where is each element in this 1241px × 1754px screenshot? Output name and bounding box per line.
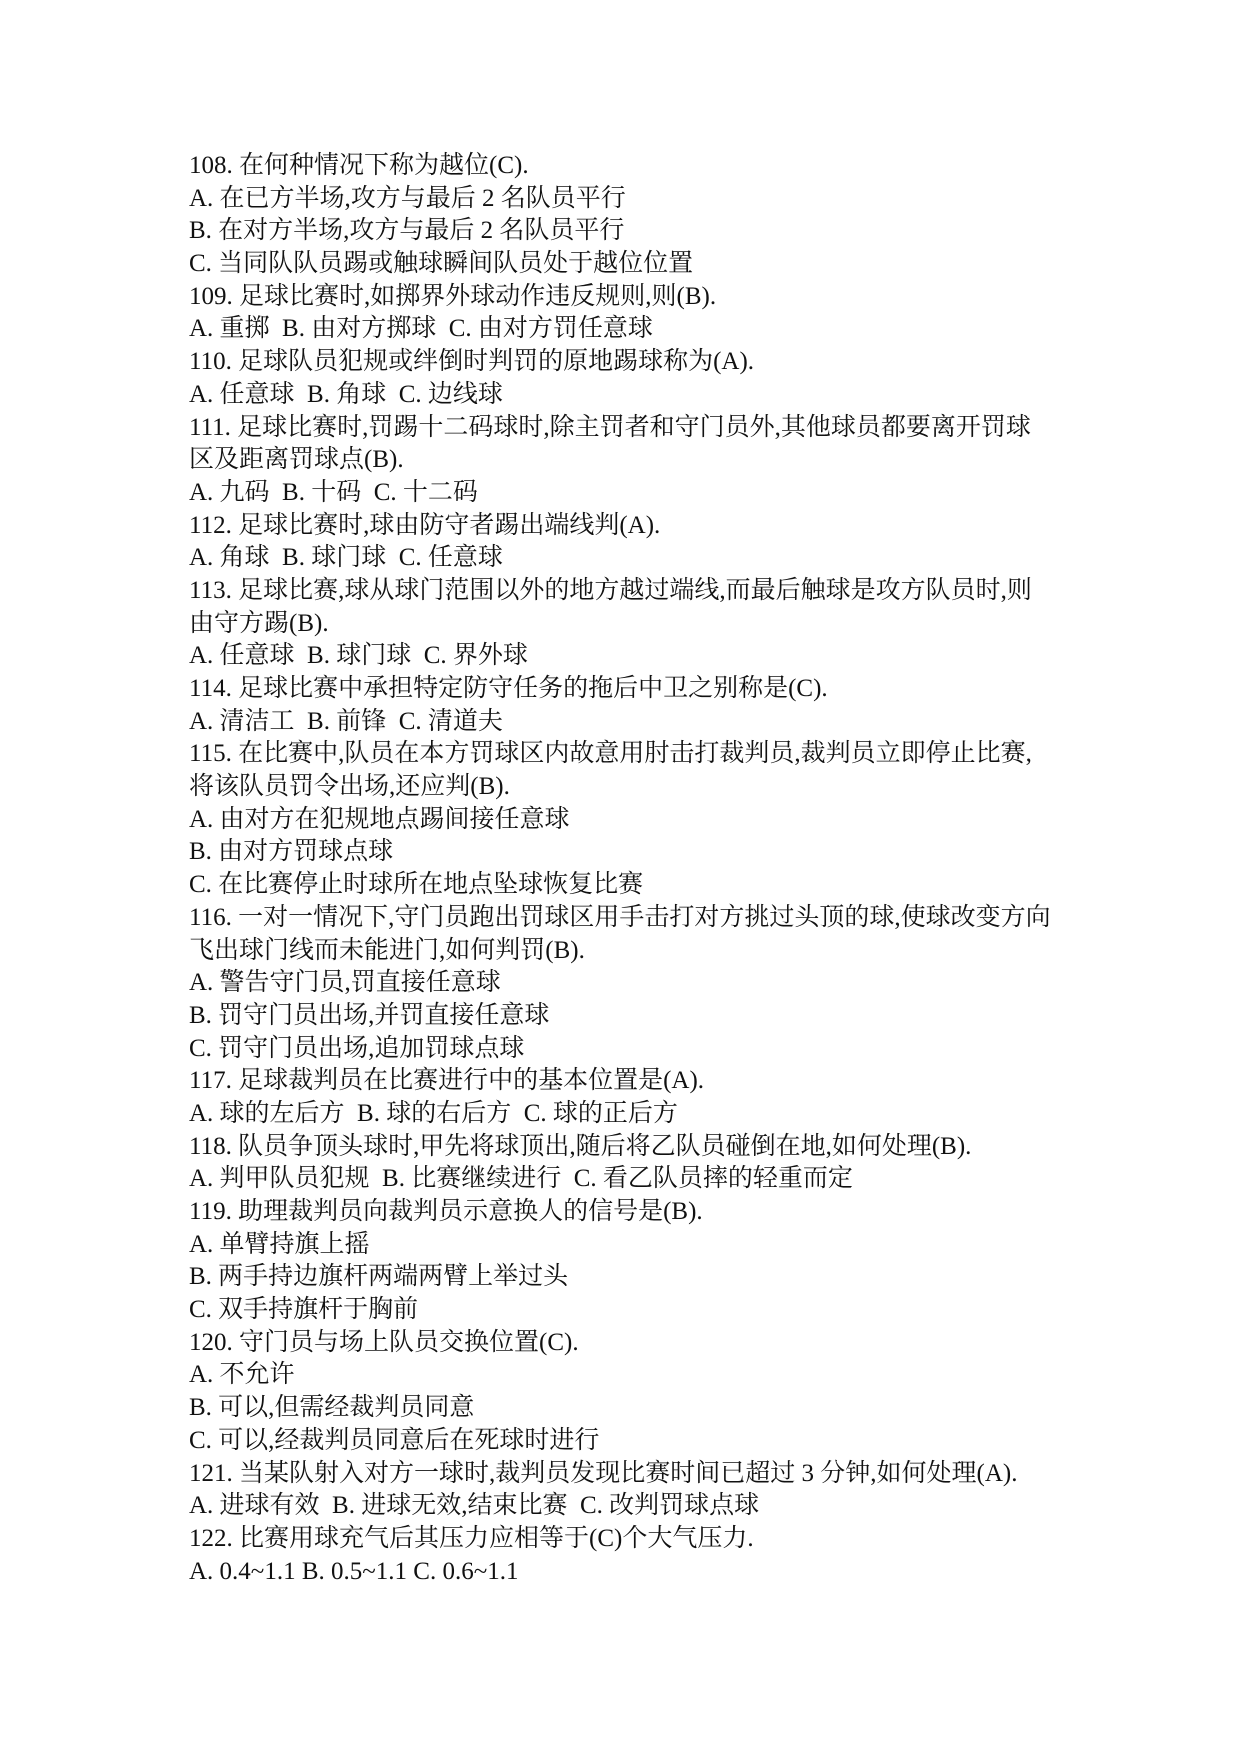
question-stem: 116. 一对一情况下,守门员跑出罚球区用手击打对方挑过头顶的球,使球改变方向	[189, 903, 1051, 931]
option-a: A. 由对方在犯规地点踢间接任意球	[189, 805, 570, 833]
option-c: C. 罚守门员出场,追加罚球点球	[189, 1034, 525, 1062]
question-stem-continued: 飞出球门线而未能进门,如何判罚(B).	[189, 936, 585, 964]
option-b: B. 可以,但需经裁判员同意	[189, 1394, 475, 1422]
option-line: A. 九码 B. 十码 C. 十二码	[189, 478, 478, 506]
option-a: A. 在已方半场,攻方与最后 2 名队员平行	[189, 184, 626, 212]
question-stem: 112. 足球比赛时,球由防守者踢出端线判(A).	[189, 511, 661, 539]
question-stem-continued: 区及距离罚球点(B).	[189, 446, 404, 474]
option-c: C. 双手持旗杆于胸前	[189, 1296, 419, 1324]
option-c: C. 在比赛停止时球所在地点坠球恢复比赛	[189, 871, 644, 899]
option-line: A. 重掷 B. 由对方掷球 C. 由对方罚任意球	[189, 315, 653, 343]
question-109	[189, 281, 1149, 346]
option-a: A. 不允许	[189, 1361, 295, 1389]
option-line: A. 球的左后方 B. 球的右后方 C. 球的正后方	[189, 1099, 678, 1127]
option-a: A. 单臂持旗上摇	[189, 1230, 370, 1258]
option-line: A. 判甲队员犯规 B. 比赛继续进行 C. 看乙队员摔的轻重而定	[189, 1165, 853, 1193]
question-108	[189, 150, 1149, 281]
question-stem: 119. 助理裁判员向裁判员示意换人的信号是(B).	[189, 1198, 703, 1225]
question-113	[189, 575, 1149, 673]
question-stem: 108. 在何种情况下称为越位(C).	[189, 152, 529, 179]
question-stem: 110. 足球队员犯规或绊倒时判罚的原地踢球称为(A).	[189, 348, 755, 376]
question-stem: 113. 足球比赛,球从球门范围以外的地方越过端线,而最后触球是攻方队员时,则	[189, 576, 1032, 604]
option-c: C. 当同队队员踢或触球瞬间队员处于越位位置	[189, 250, 694, 278]
option-line: A. 0.4~1.1 B. 0.5~1.1 C. 0.6~1.1	[189, 1557, 519, 1585]
question-stem: 117. 足球裁判员在比赛进行中的基本位置是(A).	[189, 1067, 705, 1095]
option-c: C. 可以,经裁判员同意后在死球时进行	[189, 1426, 600, 1454]
question-115	[189, 738, 1149, 901]
question-stem: 118. 队员争顶头球时,甲先将球顶出,随后将乙队员碰倒在地,如何处理(B).	[189, 1132, 972, 1160]
question-stem: 111. 足球比赛时,罚踢十二码球时,除主罚者和守门员外,其他球员都要离开罚球	[189, 413, 1031, 441]
question-list	[189, 150, 1149, 1588]
question-114	[189, 673, 1149, 738]
option-line: A. 清洁工 B. 前锋 C. 清道夫	[189, 707, 503, 735]
option-b: B. 在对方半场,攻方与最后 2 名队员平行	[189, 217, 625, 245]
question-119	[189, 1196, 1149, 1327]
option-line: A. 进球有效 B. 进球无效,结束比赛 C. 改判罚球点球	[189, 1492, 760, 1520]
option-b: B. 由对方罚球点球	[189, 838, 394, 866]
question-stem: 109. 足球比赛时,如掷界外球动作违反规则,则(B).	[189, 282, 717, 310]
question-112	[189, 510, 1149, 575]
option-line: A. 角球 B. 球门球 C. 任意球	[189, 544, 503, 572]
question-stem-continued: 由守方踢(B).	[189, 609, 329, 637]
question-stem: 121. 当某队射入对方一球时,裁判员发现比赛时间已超过 3 分钟,如何处理(A).	[189, 1459, 1018, 1487]
question-118	[189, 1131, 1149, 1196]
option-line: A. 任意球 B. 角球 C. 边线球	[189, 380, 503, 408]
option-a: A. 警告守门员,罚直接任意球	[189, 969, 501, 997]
option-b: B. 罚守门员出场,并罚直接任意球	[189, 1001, 550, 1029]
question-stem-continued: 将该队员罚令出场,还应判(B).	[189, 773, 510, 801]
question-stem: 114. 足球比赛中承担特定防守任务的拖后中卫之别称是(C).	[189, 675, 828, 702]
question-110	[189, 346, 1149, 411]
question-stem: 115. 在比赛中,队员在本方罚球区内故意用肘击打裁判员,裁判员立即停止比赛,	[189, 740, 1032, 768]
question-120	[189, 1327, 1149, 1458]
question-122	[189, 1523, 1149, 1588]
option-line: A. 任意球 B. 球门球 C. 界外球	[189, 642, 528, 670]
question-117	[189, 1065, 1149, 1130]
question-111	[189, 412, 1149, 510]
option-b: B. 两手持边旗杆两端两臂上举过头	[189, 1263, 569, 1291]
question-116	[189, 902, 1149, 1065]
question-stem: 120. 守门员与场上队员交换位置(C).	[189, 1328, 579, 1356]
question-stem: 122. 比赛用球充气后其压力应相等于(C)个大气压力.	[189, 1524, 754, 1552]
question-121	[189, 1458, 1149, 1523]
